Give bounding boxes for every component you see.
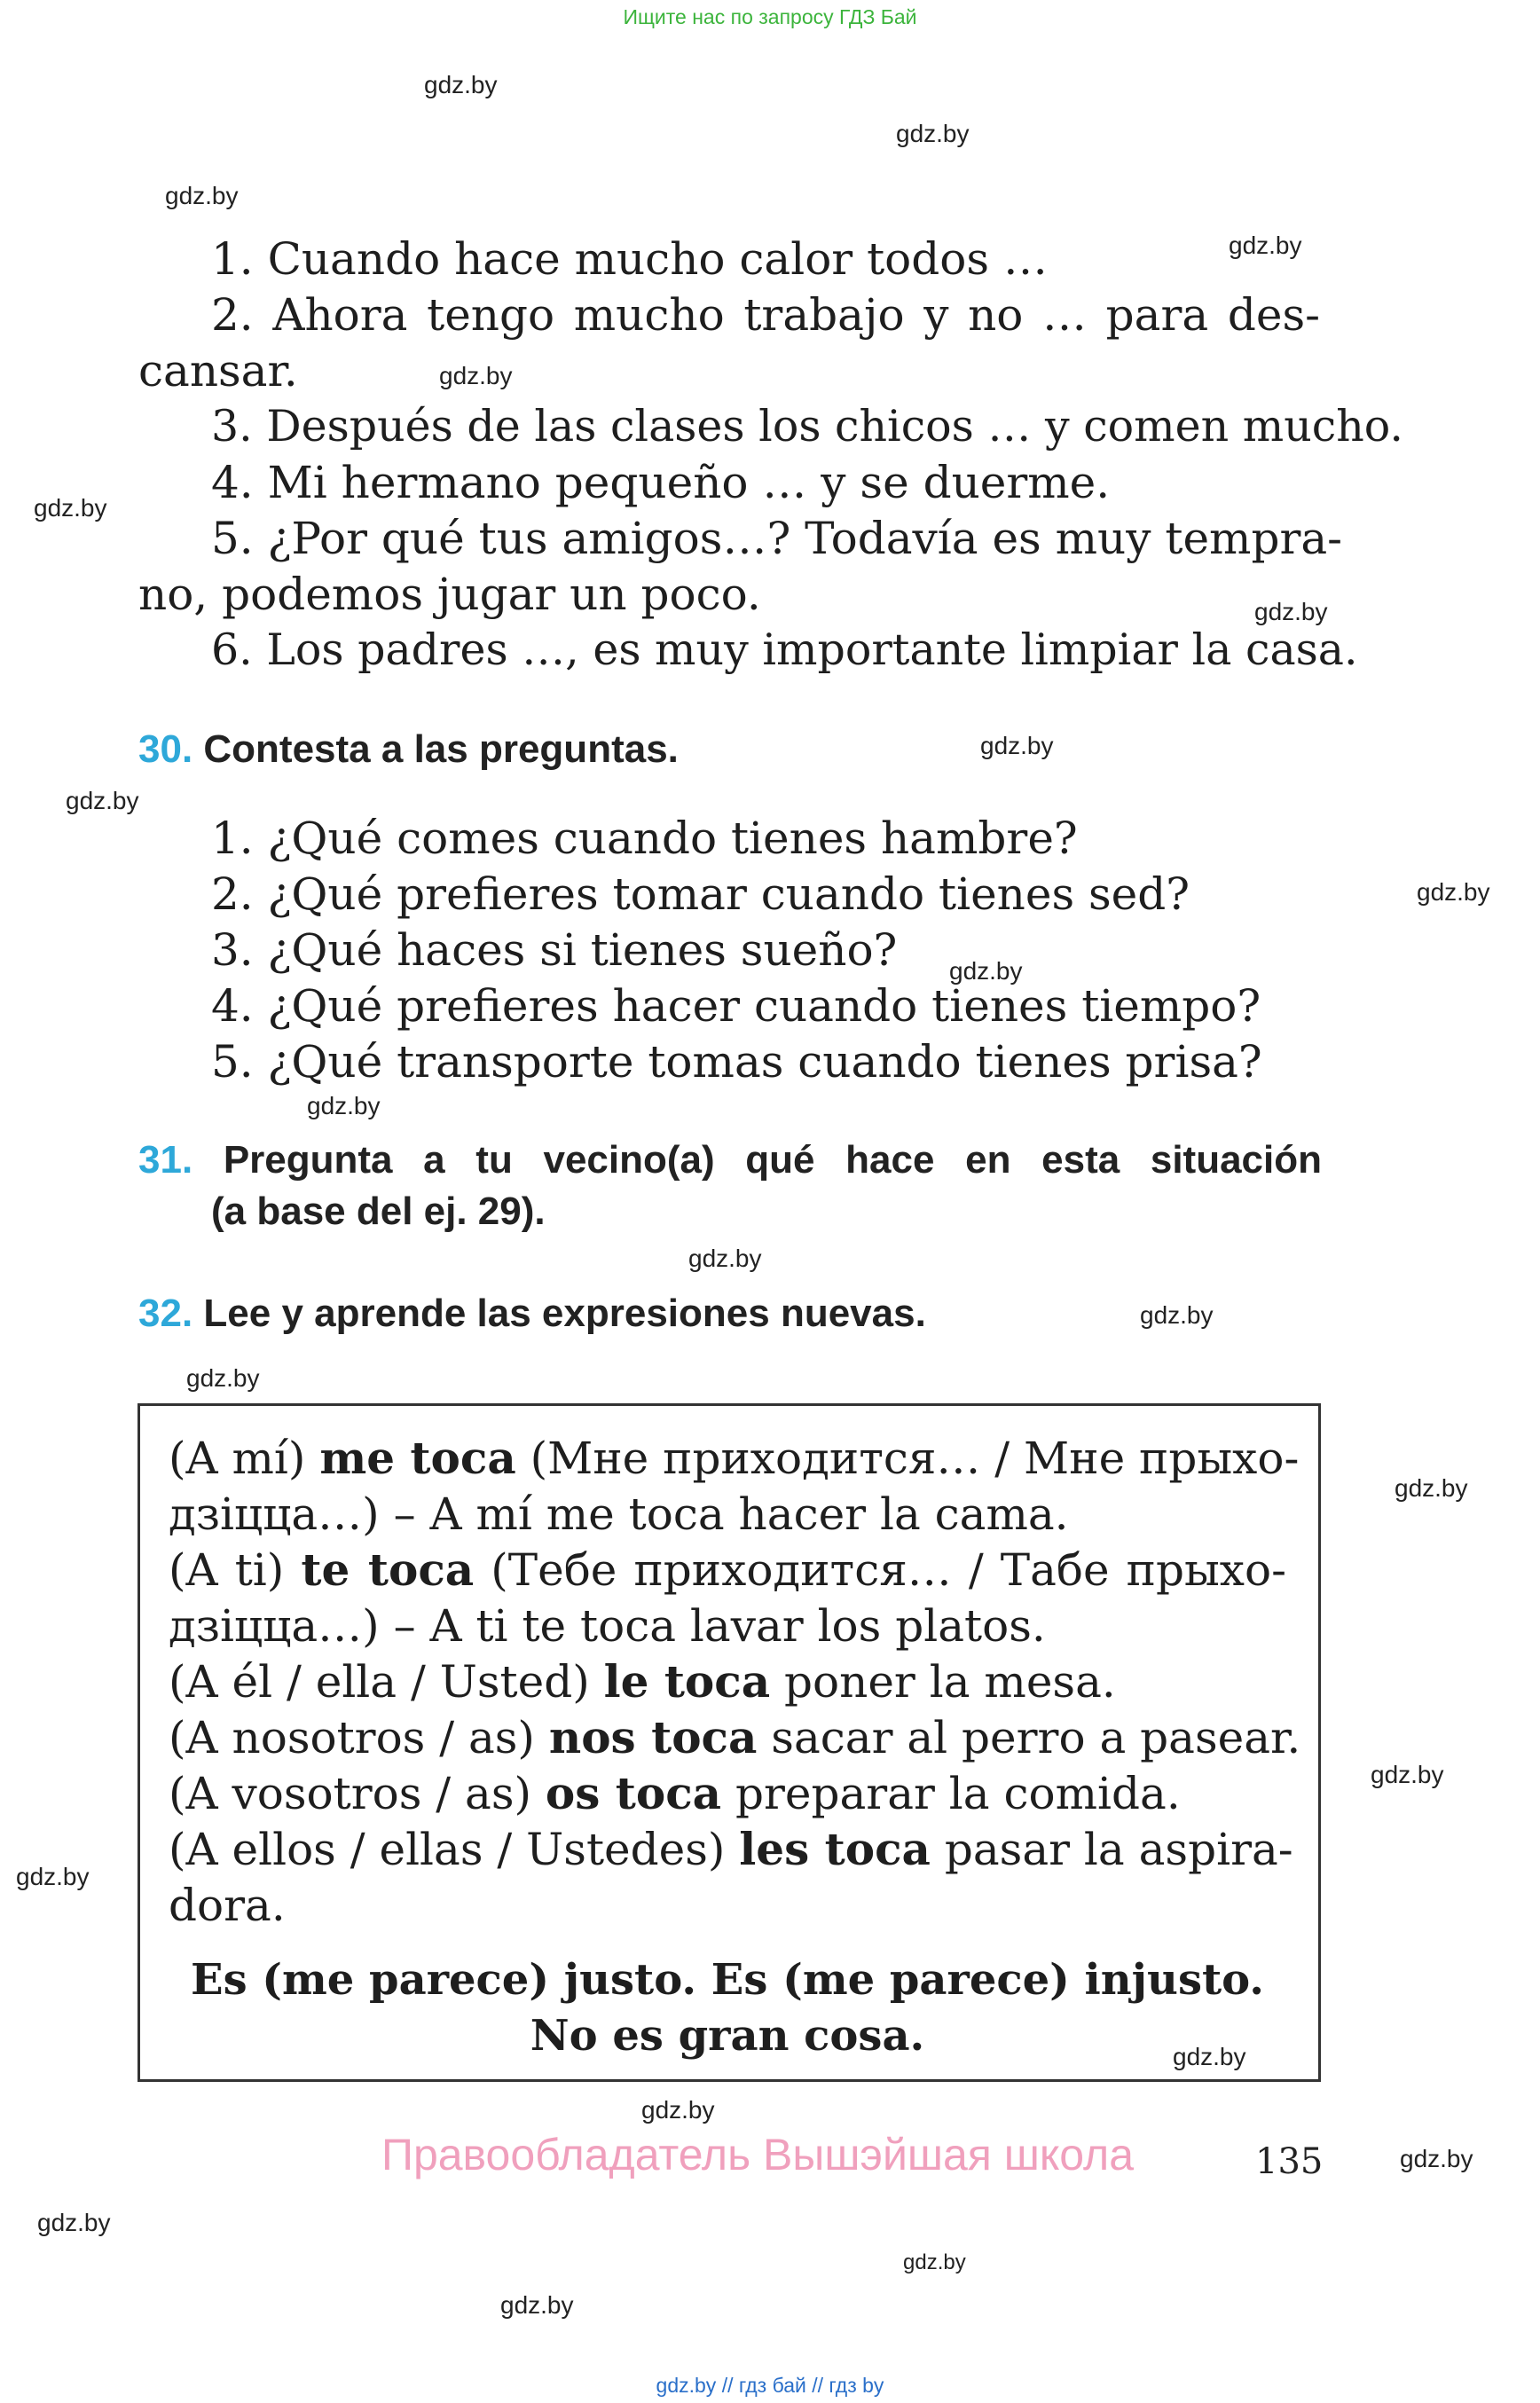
ex30-item-3: 3. ¿Qué haces si tienes sueño? xyxy=(211,924,898,976)
page-number: 135 xyxy=(1255,2141,1324,2182)
box-text: (A él / ella / Usted) xyxy=(169,1656,604,1708)
box-text: sacar al perro a pasear. xyxy=(757,1712,1301,1763)
ex30-item-2: 2. ¿Qué prefieres tomar cuando tienes sed? xyxy=(211,868,1190,920)
box-text: (A ellos / ellas / Ustedes) xyxy=(169,1824,740,1875)
box-line-2: дзіцца…) – A mí me toca hacer la cama. xyxy=(169,1488,1069,1540)
ex29-item-2-cont: cansar. xyxy=(138,345,298,397)
ex29-item-6: 6. Los padres …, es muy importante limpiar la casa. xyxy=(211,624,1358,675)
box-line-9: dora. xyxy=(169,1880,286,1931)
box-phrase-1: Es (me parece) justo. Es (me parece) injusto. xyxy=(190,1955,1265,2005)
watermark: gdz.by xyxy=(424,71,498,98)
copyright-notice: Правообладатель Вышэйшая школа xyxy=(381,2130,1134,2179)
watermark: gdz.by xyxy=(500,2291,574,2319)
ex32-title: Lee y aprende las expresiones nuevas. xyxy=(203,1292,926,1335)
box-key-phrase: me toca xyxy=(319,1432,516,1484)
watermark: gdz.by xyxy=(1229,232,1302,259)
ex30-item-1: 1. ¿Qué comes cuando tienes hambre? xyxy=(211,813,1078,864)
box-key-phrase: les toca xyxy=(739,1823,931,1875)
box-line-3 xyxy=(169,1543,1286,1597)
watermark: gdz.by xyxy=(186,1364,260,1392)
box-text: (Тебе приходится… / Табе прыхо- xyxy=(474,1544,1287,1596)
watermark: gdz.by xyxy=(1417,878,1490,906)
ex30-title: Contesta a las preguntas. xyxy=(203,727,679,771)
ex29-item-1: 1. Cuando hace mucho calor todos … xyxy=(211,233,1048,285)
ex29-item-5: 5. ¿Por qué tus amigos…? Todavía es muy tempra- xyxy=(211,513,1343,564)
ex32-heading xyxy=(138,1292,926,1336)
box-key-phrase: te toca xyxy=(301,1543,475,1596)
watermark: gdz.by xyxy=(1400,2145,1473,2172)
watermark: gdz.by xyxy=(16,1863,90,1890)
ex30-number: 30. xyxy=(138,727,193,771)
watermark: gdz.by xyxy=(980,732,1054,759)
watermark: gdz.by xyxy=(688,1245,762,1272)
box-line-6 xyxy=(169,1711,1301,1764)
ex30-item-4: 4. ¿Qué prefieres hacer cuando tienes tiempo? xyxy=(211,980,1261,1032)
box-text: (A mí) xyxy=(169,1433,320,1484)
ex30-heading xyxy=(138,727,679,772)
box-phrase-2: No es gran cosa. xyxy=(530,2011,925,2061)
box-key-phrase: le toca xyxy=(603,1655,771,1708)
ex31-number: 31. xyxy=(138,1138,193,1182)
ex31-title-line2: (a base del ej. 29). xyxy=(211,1190,546,1233)
watermark: gdz.by xyxy=(34,494,107,522)
ex29-item-4: 4. Mi hermano pequeño … y se duerme. xyxy=(211,457,1111,508)
watermark: gdz.by xyxy=(1254,598,1328,625)
box-text: preparar la comida. xyxy=(721,1768,1181,1819)
box-line-8 xyxy=(169,1823,1293,1876)
watermark: gdz.by xyxy=(641,2096,715,2124)
box-line-5 xyxy=(169,1655,1286,1708)
watermark: gdz.by xyxy=(896,120,970,147)
watermark: gdz.by xyxy=(1371,1761,1444,1788)
box-line-1 xyxy=(169,1432,1300,1485)
header-banner: Ищите нас по запросу ГДЗ Бай xyxy=(623,5,917,28)
box-key-phrase: nos toca xyxy=(548,1711,758,1763)
box-text: (A ti) xyxy=(169,1544,302,1596)
ex32-number: 32. xyxy=(138,1292,193,1335)
footer-banner: gdz.by // гдз бай // гдз by xyxy=(656,2374,884,2397)
ex29-item-5-cont: no, podemos jugar un poco. xyxy=(138,569,761,620)
watermark: gdz.by xyxy=(439,362,513,389)
box-text: poner la mesa. xyxy=(770,1656,1116,1708)
ex29-item-2: 2. Ahora tengo mucho trabajo y no … para des- xyxy=(211,289,1320,341)
box-text: (Мне приходится… / Мне прыхо- xyxy=(515,1433,1300,1484)
watermark: gdz.by xyxy=(1173,2043,1246,2070)
box-line-7 xyxy=(169,1767,1286,1820)
watermark: gdz.by xyxy=(949,957,1023,985)
watermark: gdz.by xyxy=(66,787,139,814)
box-text: (A nosotros / as) xyxy=(169,1712,549,1763)
watermark: gdz.by xyxy=(37,2209,111,2236)
ex30-item-5: 5. ¿Qué transporte tomas cuando tienes prisa? xyxy=(211,1036,1262,1088)
box-text: pasar la aspira- xyxy=(930,1824,1293,1875)
box-text: (A vosotros / as) xyxy=(169,1768,546,1819)
ex31-heading xyxy=(138,1138,1322,1182)
ex31-title-line1: Pregunta a tu vecino(a) qué hace en esta situación xyxy=(223,1138,1322,1182)
watermark: gdz.by xyxy=(1395,1474,1468,1502)
box-key-phrase: os toca xyxy=(545,1767,722,1819)
box-line-4: дзіцца…) – A ti te toca lavar los platos. xyxy=(169,1600,1046,1652)
watermark: gdz.by xyxy=(903,2250,966,2274)
ex29-item-3: 3. Después de las clases los chicos … y comen mucho. xyxy=(211,401,1403,452)
watermark: gdz.by xyxy=(1140,1301,1214,1329)
watermark: gdz.by xyxy=(165,182,239,209)
watermark: gdz.by xyxy=(307,1092,381,1119)
